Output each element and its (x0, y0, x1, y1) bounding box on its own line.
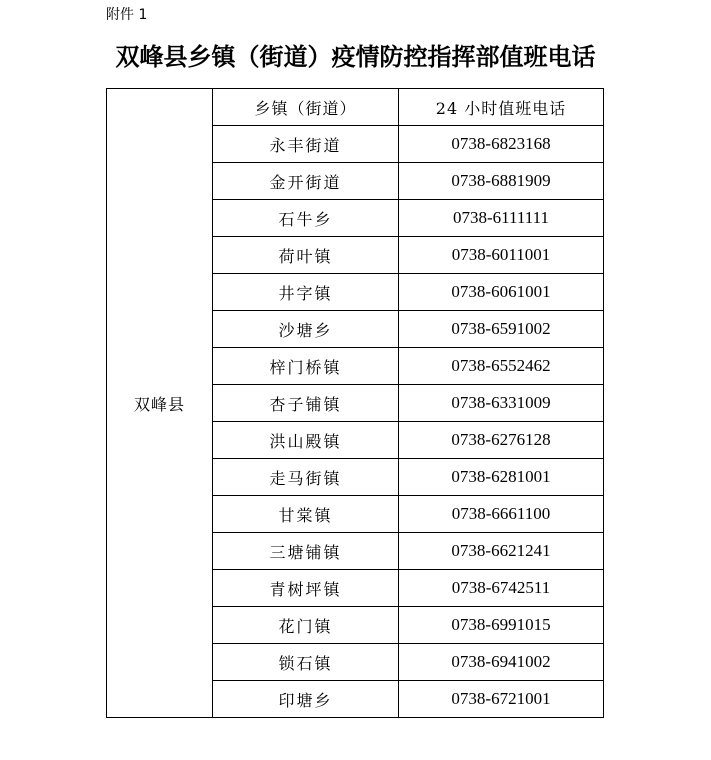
township-name: 走马街镇 (213, 459, 399, 496)
duty-phone-number: 0738-6552462 (399, 348, 604, 385)
township-name: 井字镇 (213, 274, 399, 311)
attachment-label: 附件 1 (106, 7, 148, 23)
duty-phone-number: 0738-6011001 (399, 237, 604, 274)
township-name: 甘棠镇 (213, 496, 399, 533)
township-name: 金开街道 (213, 163, 399, 200)
township-name: 青树坪镇 (213, 570, 399, 607)
township-name: 印塘乡 (213, 681, 399, 718)
header-township: 乡镇（街道） (213, 89, 399, 126)
duty-phone-number: 0738-6331009 (399, 385, 604, 422)
township-name: 洪山殿镇 (213, 422, 399, 459)
township-name: 三塘铺镇 (213, 533, 399, 570)
header-row (107, 89, 604, 126)
duty-phone-number: 0738-6742511 (399, 570, 604, 607)
header-phone: 24 小时值班电话 (399, 89, 604, 126)
duty-phone-table (106, 88, 604, 718)
township-name: 沙塘乡 (213, 311, 399, 348)
duty-phone-number: 0738-6276128 (399, 422, 604, 459)
duty-phone-number: 0738-6823168 (399, 126, 604, 163)
county-cell: 双峰县 (107, 89, 213, 718)
township-name: 花门镇 (213, 607, 399, 644)
duty-phone-number: 0738-6941002 (399, 644, 604, 681)
township-name: 梓门桥镇 (213, 348, 399, 385)
duty-phone-number: 0738-6881909 (399, 163, 604, 200)
township-name: 锁石镇 (213, 644, 399, 681)
township-name: 杏子铺镇 (213, 385, 399, 422)
duty-phone-number: 0738-6721001 (399, 681, 604, 718)
duty-phone-number: 0738-6591002 (399, 311, 604, 348)
duty-phone-number: 0738-6281001 (399, 459, 604, 496)
table-body (107, 89, 604, 718)
duty-phone-number: 0738-6111111 (399, 200, 604, 237)
document-title: 双峰县乡镇（街道）疫情防控指挥部值班电话 (115, 42, 596, 71)
township-name: 荷叶镇 (213, 237, 399, 274)
duty-phone-number: 0738-6621241 (399, 533, 604, 570)
duty-phone-number: 0738-6991015 (399, 607, 604, 644)
township-name: 石牛乡 (213, 200, 399, 237)
duty-phone-number: 0738-6661100 (399, 496, 604, 533)
duty-phone-number: 0738-6061001 (399, 274, 604, 311)
township-name: 永丰街道 (213, 126, 399, 163)
